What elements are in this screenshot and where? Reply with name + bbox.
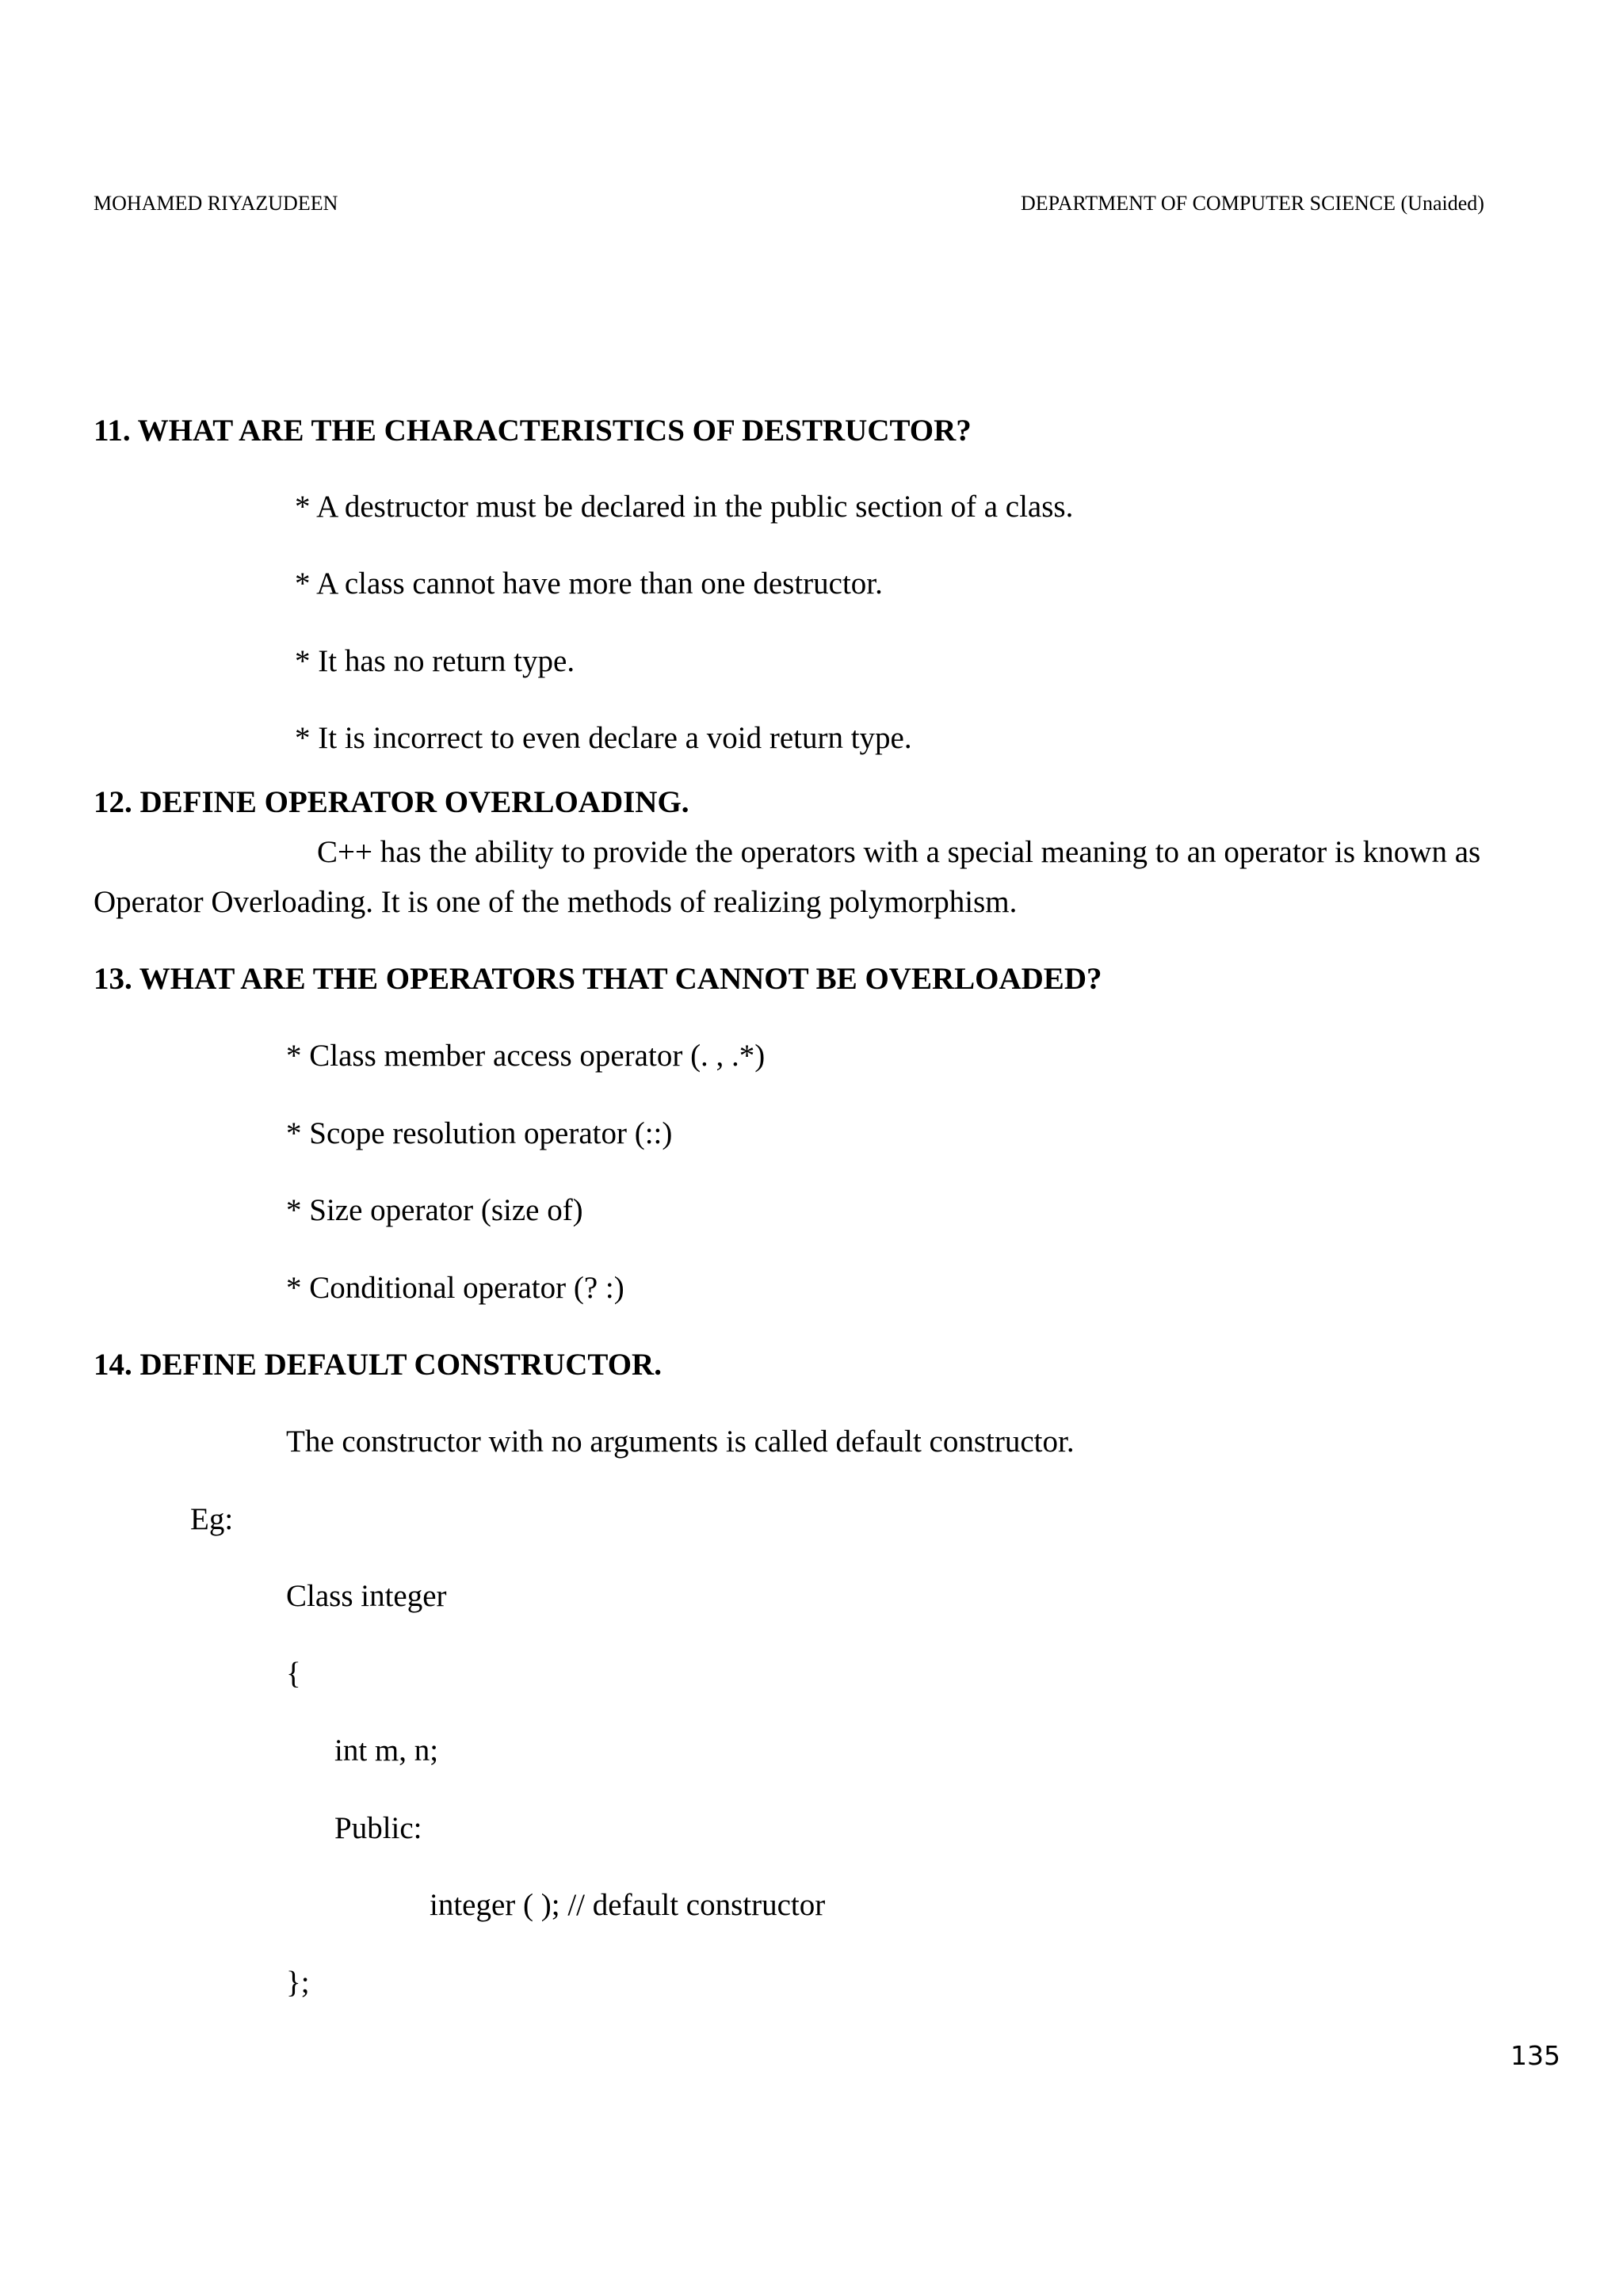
list-item: * A destructor must be declared in the public section of a class. — [295, 490, 1074, 524]
list-item: * Conditional operator (? :) — [286, 1271, 624, 1305]
code-line: { — [286, 1657, 301, 1691]
paragraph-line: Operator Overloading. It is one of the methods of realizing polymorphism. — [94, 885, 1018, 919]
paragraph-line: C++ has the ability to provide the operators with a special meaning to an operator is known as — [317, 835, 1481, 869]
list-item: * It has no return type. — [295, 644, 575, 678]
list-item: * A class cannot have more than one destructor. — [295, 566, 883, 601]
code-line: Public: — [334, 1811, 422, 1845]
question-14-heading: 14. DEFINE DEFAULT CONSTRUCTOR. — [94, 1348, 662, 1382]
header-department: DEPARTMENT OF COMPUTER SCIENCE (Unaided) — [1021, 192, 1484, 215]
definition-text: The constructor with no arguments is called default constructor. — [286, 1425, 1075, 1459]
list-item: * Class member access operator (. , .*) — [286, 1039, 766, 1073]
list-item: * It is incorrect to even declare a void return type. — [295, 721, 912, 755]
list-item: * Scope resolution operator (::) — [286, 1116, 673, 1150]
page-number: 135 — [1510, 2040, 1560, 2071]
list-item: * Size operator (size of) — [286, 1193, 583, 1227]
question-13-heading: 13. WHAT ARE THE OPERATORS THAT CANNOT BE OVERLOADED? — [94, 962, 1102, 996]
code-line: integer ( ); // default constructor — [430, 1888, 826, 1922]
question-12-heading: 12. DEFINE OPERATOR OVERLOADING. — [94, 785, 689, 819]
example-label: Eg: — [190, 1502, 234, 1536]
code-line: Class integer — [286, 1579, 447, 1613]
code-line: int m, n; — [334, 1733, 439, 1768]
code-line: }; — [286, 1966, 310, 2000]
question-11-heading: 11. WHAT ARE THE CHARACTERISTICS OF DESTRUCTOR? — [94, 414, 972, 448]
header-author: MOHAMED RIYAZUDEEN — [94, 192, 338, 215]
